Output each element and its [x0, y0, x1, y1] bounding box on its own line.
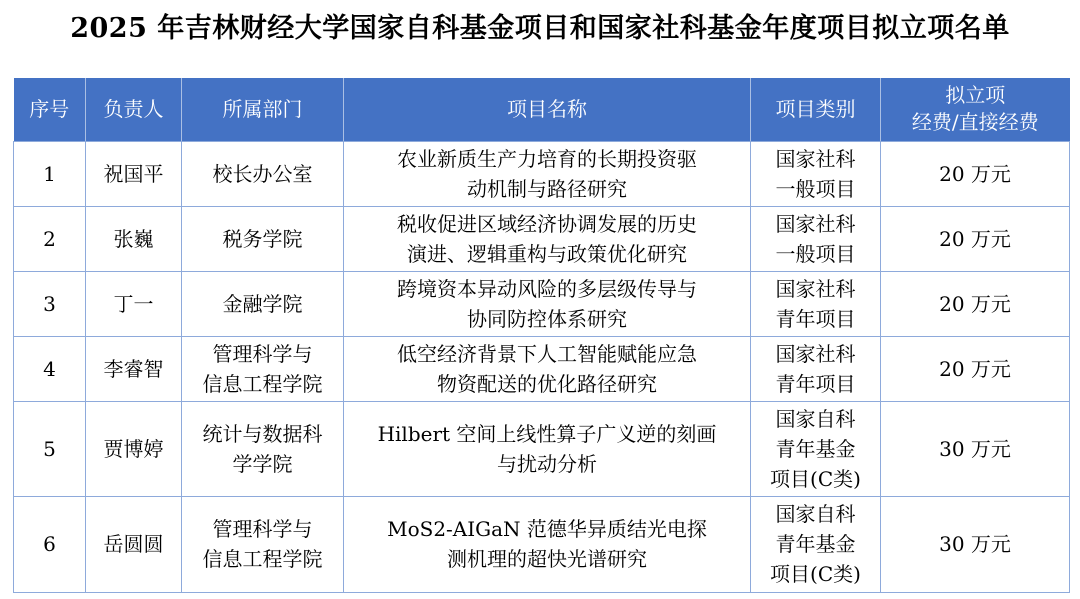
table-body — [14, 141, 1070, 592]
cell-funding: 20 万元 — [881, 271, 1070, 336]
cell-funding: 20 万元 — [881, 206, 1070, 271]
cell-project: 跨境资本异动风险的多层级传导与 协同防控体系研究 — [344, 271, 751, 336]
cell-category: 国家社科 一般项目 — [751, 141, 881, 206]
cell-index: 4 — [14, 336, 86, 401]
column-header-category: 项目类别 — [751, 78, 881, 141]
cell-category: 国家自科 青年基金 项目(C类) — [751, 496, 881, 592]
cell-project: Hilbert 空间上线性算子广义逆的刻画 与扰动分析 — [344, 401, 751, 496]
cell-index: 5 — [14, 401, 86, 496]
table-row — [14, 141, 1070, 206]
cell-index: 3 — [14, 271, 86, 336]
projects-table — [13, 78, 1070, 593]
cell-department: 管理科学与 信息工程学院 — [182, 496, 344, 592]
table-row — [14, 271, 1070, 336]
cell-leader: 岳圆圆 — [86, 496, 182, 592]
cell-project: MoS2-AIGaN 范德华异质结光电探 测机理的超快光谱研究 — [344, 496, 751, 592]
cell-project: 税收促进区域经济协调发展的历史 演进、逻辑重构与政策优化研究 — [344, 206, 751, 271]
cell-leader: 贾博婷 — [86, 401, 182, 496]
cell-category: 国家社科 青年项目 — [751, 271, 881, 336]
cell-funding: 30 万元 — [881, 496, 1070, 592]
cell-department: 管理科学与 信息工程学院 — [182, 336, 344, 401]
page-title: 2025 年吉林财经大学国家自科基金项目和国家社科基金年度项目拟立项名单 — [70, 13, 1010, 44]
table-row — [14, 496, 1070, 592]
cell-department: 税务学院 — [182, 206, 344, 271]
cell-leader: 丁一 — [86, 271, 182, 336]
cell-leader: 张巍 — [86, 206, 182, 271]
column-header-department: 所属部门 — [182, 78, 344, 141]
table-header — [14, 78, 1070, 141]
column-header-funding: 拟立项 经费/直接经费 — [881, 78, 1070, 141]
table-row — [14, 206, 1070, 271]
cell-category: 国家自科 青年基金 项目(C类) — [751, 401, 881, 496]
cell-leader: 李睿智 — [86, 336, 182, 401]
column-header-leader: 负责人 — [86, 78, 182, 141]
cell-index: 6 — [14, 496, 86, 592]
cell-index: 1 — [14, 141, 86, 206]
cell-funding: 20 万元 — [881, 141, 1070, 206]
cell-funding: 30 万元 — [881, 401, 1070, 496]
cell-department: 校长办公室 — [182, 141, 344, 206]
cell-project: 低空经济背景下人工智能赋能应急 物资配送的优化路径研究 — [344, 336, 751, 401]
cell-index: 2 — [14, 206, 86, 271]
cell-department: 统计与数据科 学学院 — [182, 401, 344, 496]
table-row — [14, 336, 1070, 401]
cell-department: 金融学院 — [182, 271, 344, 336]
cell-category: 国家社科 一般项目 — [751, 206, 881, 271]
column-header-project: 项目名称 — [344, 78, 751, 141]
header-row — [14, 78, 1070, 141]
table-row — [14, 401, 1070, 496]
cell-leader: 祝国平 — [86, 141, 182, 206]
cell-category: 国家社科 青年项目 — [751, 336, 881, 401]
cell-project: 农业新质生产力培育的长期投资驱 动机制与路径研究 — [344, 141, 751, 206]
cell-funding: 20 万元 — [881, 336, 1070, 401]
column-header-index: 序号 — [14, 78, 86, 141]
